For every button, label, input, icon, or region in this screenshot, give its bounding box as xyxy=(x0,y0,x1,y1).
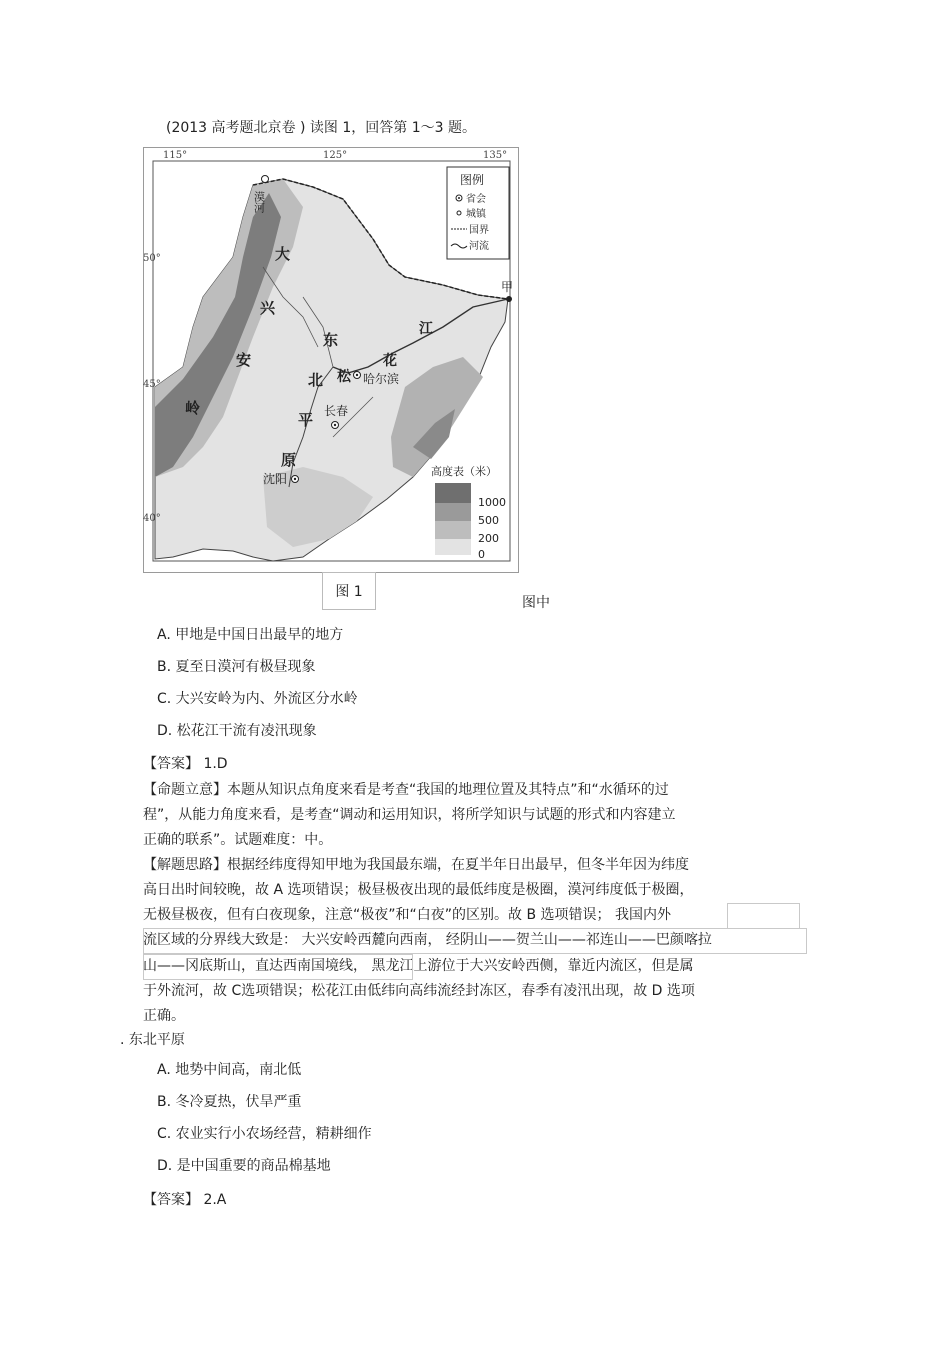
highlight-box-3 xyxy=(143,954,413,980)
lon-label-115: 115° xyxy=(163,150,188,161)
place-jia: 甲 xyxy=(501,280,514,294)
lat-label-50: 50° xyxy=(143,253,161,264)
q2-option-a: A. 地势中间高，南北低 xyxy=(157,1062,302,1078)
q1-analysis-line-7: 流区域的分界线大致是： 大兴安岭西麓向西南， 经阴山——贺兰山——祁连山——巴颜喀拉 xyxy=(143,932,712,948)
legend-border: 国界 xyxy=(469,225,489,236)
legend-title: 图例 xyxy=(460,173,485,187)
map-legend xyxy=(447,167,509,259)
river-char-3: 江 xyxy=(419,321,433,337)
lat-label-40: 40° xyxy=(143,513,161,524)
highlight-box-1 xyxy=(727,903,800,929)
range-char-2: 兴 xyxy=(260,299,276,317)
q1-analysis-line-8: 山——冈底斯山，直达西南国境线， 黑龙江上游位于大兴安岭西侧，靠近内流区，但是属 xyxy=(143,958,694,974)
lat-label-45: 45° xyxy=(143,379,161,390)
legend-capital: 省会 xyxy=(466,194,486,205)
place-harbin: 哈尔滨 xyxy=(363,372,400,386)
q1-analysis-line-10: 正确。 xyxy=(143,1008,185,1024)
figure-caption: 图 1 xyxy=(322,572,376,610)
question-intro: (2013 高考题北京卷 ) 读图 1，回答第 1～3 题。 xyxy=(166,120,476,136)
q1-analysis-line-4: 【解题思路】根据经纬度得知甲地为我国最东端，在夏半年日出最早，但冬半年因为纬度 xyxy=(143,857,689,873)
range-char-4: 岭 xyxy=(185,399,201,417)
lon-label-125: 125° xyxy=(323,150,348,161)
range-char-1: 大 xyxy=(275,245,291,263)
place-mohe: 漠河 xyxy=(252,191,266,213)
river-char-1: 松 xyxy=(337,369,351,385)
legend-river: 河流 xyxy=(469,241,489,252)
legend-town: 城镇 xyxy=(466,209,486,220)
q1-analysis-line-9: 于外流河，故 C选项错误；松花江由低纬向高纬流经封冻区，春季有凌汛出现，故 D 选项 xyxy=(143,983,695,999)
plain-char-4: 原 xyxy=(281,451,297,469)
q1-option-a: A. 甲地是中国日出最早的地方 xyxy=(157,627,344,643)
q1-stem: 图中 xyxy=(522,595,550,611)
q1-analysis-line-5: 高日出时间较晚，故 A 选项错误；极昼极夜出现的最低纬度是极圈，漠河纬度低于极圈， xyxy=(143,882,694,898)
place-changchun: 长春 xyxy=(324,404,349,418)
range-char-3: 安 xyxy=(236,351,252,369)
northeast-china-map xyxy=(143,147,519,573)
q1-analysis-line-1: 【命题立意】本题从知识点角度来看是考查“我国的地理位置及其特点”和“水循环的过 xyxy=(143,782,669,798)
q1-option-c: C. 大兴安岭为内、外流区分水岭 xyxy=(157,691,358,707)
q2-option-c: C. 农业实行小农场经营，精耕细作 xyxy=(157,1126,372,1142)
q1-answer: 【答案】 1.D xyxy=(143,756,228,772)
q2-answer: 【答案】 2.A xyxy=(143,1192,227,1208)
q1-option-b: B. 夏至日漠河有极昼现象 xyxy=(157,659,316,675)
elevation-0: 0 xyxy=(478,548,485,561)
q1-analysis-line-2: 程”，从能力角度来看，是考查“调动和运用知识，将所学知识与试题的形式和内容建立 xyxy=(143,807,676,823)
highlight-box-2 xyxy=(143,928,807,954)
q1-analysis-line-6: 无极昼极夜，但有白夜现象，注意“极夜”和“白夜”的区别。故 B 选项错误； 我国内外 xyxy=(143,907,671,923)
elevation-200: 200 xyxy=(478,532,499,545)
river-char-2: 花 xyxy=(383,353,397,369)
q1-analysis-line-3: 正确的联系”。试题难度：中。 xyxy=(143,832,333,848)
q2-option-b: B. 冬冷夏热，伏旱严重 xyxy=(157,1094,302,1110)
place-shenyang: 沈阳 xyxy=(263,472,288,486)
q2-option-d: D. 是中国重要的商品棉基地 xyxy=(157,1158,331,1174)
plain-char-3: 平 xyxy=(298,411,314,429)
plain-char-1: 东 xyxy=(323,331,339,349)
plain-char-2: 北 xyxy=(308,371,324,389)
elevation-500: 500 xyxy=(478,514,499,527)
lon-label-135: 135° xyxy=(483,150,508,161)
q2-stem: . 东北平原 xyxy=(120,1032,185,1048)
elevation-1000: 1000 xyxy=(478,496,506,509)
elevation-title: 高度表（米） xyxy=(431,465,497,478)
q1-option-d: D. 松花江干流有凌汛现象 xyxy=(157,723,317,739)
